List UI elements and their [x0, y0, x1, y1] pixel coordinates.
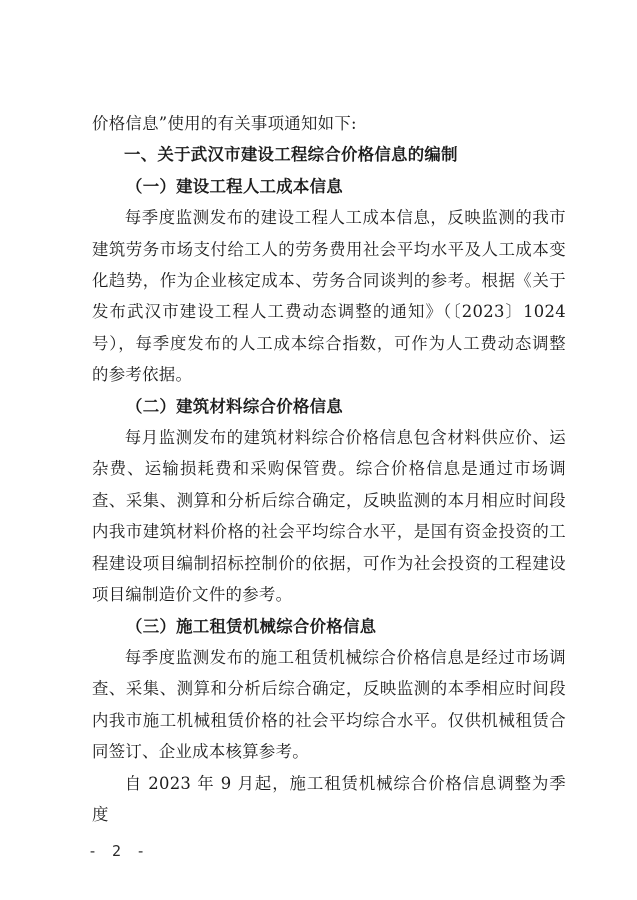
- page-number: - 2 -: [88, 842, 149, 860]
- paragraph-machinery: 每季度监测发布的施工租赁机械综合价格信息是经过市场调查、采集、测算和分析后综合确定，反映监测的本季相应时间段内我市施工机械租赁价格的社会平均综合水平。仅供机械租赁合同签订、企业成本核算参考。: [92, 647, 566, 762]
- subsection-heading-1: （一）建设工程人工成本信息: [126, 176, 343, 196]
- paragraph-labor-cost: 每季度监测发布的建设工程人工成本信息，反映监测的我市建筑劳务市场支付给工人的劳务费用社会平均水平及人工成本变化趋势，作为企业核定成本、劳务合同谈判的参考。根据《关于发布武汉市建设工程人工费动态调整的通知》（〔2023〕1024号），每季度发布的人工成本综合指数，可作为人工费动态调整的参考依据。: [92, 208, 566, 385]
- section-heading: 一、关于武汉市建设工程综合价格信息的编制: [124, 145, 458, 165]
- subsection-heading-2: （二）建筑材料综合价格信息: [126, 396, 343, 416]
- intro-line: 价格信息”使用的有关事项通知如下:: [92, 114, 357, 133]
- paragraph-adjustment: 自 2023 年 9 月起，施工租赁机械综合价格信息调整为季度: [92, 773, 566, 824]
- subsection-heading-3: （三）施工租赁机械综合价格信息: [126, 616, 377, 636]
- document-body: [92, 108, 566, 830]
- paragraph-materials: 每月监测发布的建筑材料综合价格信息包含材料供应价、运杂费、运输损耗费和采购保管费。综合价格信息是通过市场调查、采集、测算和分析后综合确定，反映监测的本月相应时间段内我市建筑材料价格的社会平均综合水平，是国有资金投资的工程建设项目编制招标控制价的依据，可作为社会投资的工程建设项目编制造价文件的参考。: [92, 428, 566, 605]
